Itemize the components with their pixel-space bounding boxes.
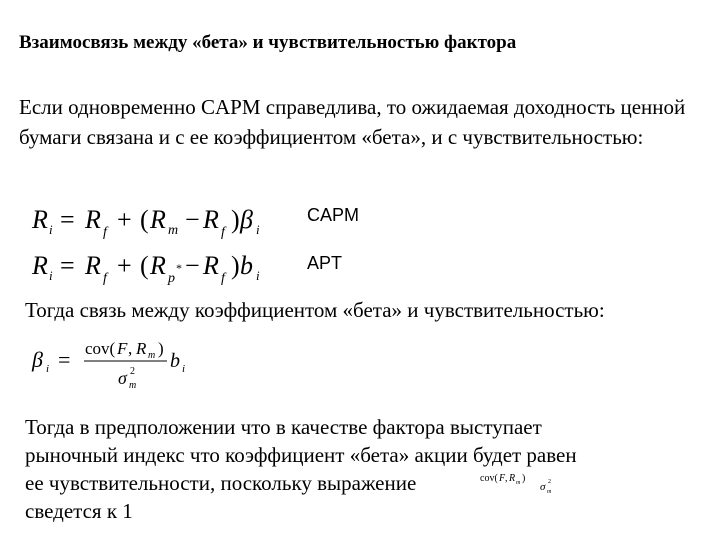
svg-text:i: i (49, 268, 53, 283)
svg-text:R: R (85, 251, 101, 280)
svg-text:−: − (185, 205, 200, 234)
svg-text:=: = (60, 205, 75, 234)
svg-text:R: R (203, 205, 219, 234)
svg-text:f: f (103, 271, 107, 286)
svg-text:,: , (505, 473, 508, 484)
cov-over-variance-expression (478, 470, 568, 496)
svg-text:m: m (168, 223, 179, 238)
svg-text:=: = (58, 347, 71, 372)
svg-text:b: b (240, 251, 253, 280)
svg-text:σ: σ (540, 481, 546, 493)
svg-text:R: R (150, 251, 166, 280)
conclusion-line-3: ее чувствительности, поскольку выражение (25, 471, 417, 495)
svg-text:=: = (60, 251, 75, 280)
svg-text:m: m (516, 480, 521, 486)
svg-text:R: R (32, 205, 48, 234)
beta-relation-formula (30, 332, 210, 392)
svg-text:cov(: cov( (480, 473, 498, 484)
svg-text:p: p (168, 271, 175, 286)
svg-text:f: f (221, 271, 225, 286)
svg-text:σ: σ (118, 368, 127, 388)
svg-text:i: i (46, 363, 50, 375)
svg-text:m: m (547, 489, 552, 495)
svg-text:cov(: cov( (85, 339, 116, 358)
svg-text:R: R (85, 205, 101, 234)
svg-text:R: R (136, 339, 147, 358)
svg-text:R: R (150, 205, 166, 234)
svg-text:F: F (117, 339, 128, 358)
svg-text:): ) (231, 251, 240, 280)
svg-text:i: i (182, 363, 186, 375)
conclusion-line-4: сведется к 1 (25, 499, 133, 523)
svg-text:R: R (32, 251, 48, 280)
conclusion-line-2: рыночный индекс что коэффициент «бета» акции будет равен (25, 443, 577, 467)
svg-text:*: * (176, 261, 182, 275)
svg-text:β: β (240, 205, 253, 234)
svg-text:+: + (117, 205, 132, 234)
svg-text:(: ( (140, 251, 149, 280)
apt-label: APT (307, 253, 343, 273)
svg-text:2: 2 (130, 366, 135, 377)
svg-text:i: i (49, 222, 53, 237)
svg-text:f: f (221, 225, 225, 240)
svg-text:b: b (170, 350, 180, 372)
svg-text:i: i (256, 268, 260, 283)
svg-text:β: β (32, 347, 43, 372)
svg-text:−: − (185, 251, 200, 280)
svg-text:m: m (148, 350, 156, 361)
svg-text:F: F (499, 473, 506, 484)
svg-text:m: m (129, 380, 137, 391)
svg-text:): ) (522, 473, 526, 484)
svg-text:(: ( (140, 205, 149, 234)
svg-text:+: + (117, 251, 132, 280)
intro-paragraph: Если одновременно CAPM справедлива, то ожидаемая доходность ценной бумаги связана и с ее коэффициентом «бета», и с чувствительностью: (19, 95, 686, 149)
svg-text:R: R (509, 473, 516, 484)
svg-text:i: i (256, 222, 260, 237)
slide-title: Взаимосвязь между «бета» и чувствительностью фактора (19, 32, 517, 53)
capm-label: CAPM (307, 205, 360, 225)
svg-text:2: 2 (548, 479, 551, 485)
apt-formula (30, 246, 280, 292)
conclusion-paragraph (25, 413, 715, 525)
svg-text:f: f (103, 225, 107, 240)
relation-text: Тогда связь между коэффициентом «бета» и чувствительностью: (25, 298, 605, 322)
svg-text:): ) (158, 339, 164, 358)
svg-text:R: R (203, 251, 219, 280)
conclusion-line-1: Тогда в предположении что в качестве фактора выступает (25, 415, 542, 439)
svg-text:): ) (231, 205, 240, 234)
svg-text:,: , (128, 339, 133, 358)
capm-formula (30, 198, 280, 244)
